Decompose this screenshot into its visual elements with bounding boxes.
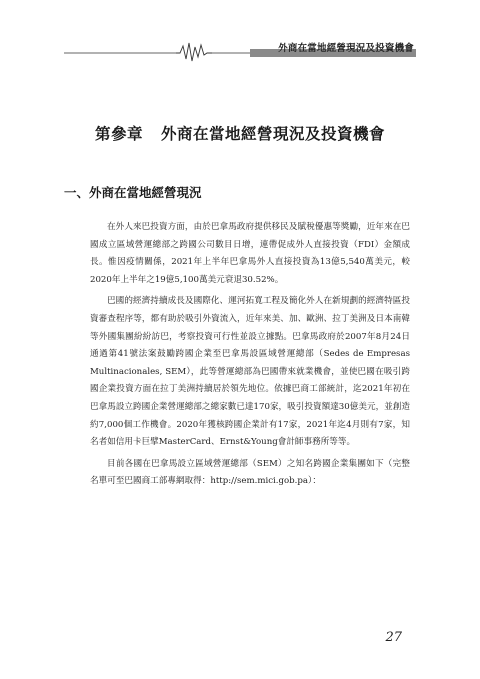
paragraph: 目前各國在巴拿馬設立區域營運總部（SEM）之知名跨國企業集團如下（完整名單可至巴國商工部專網取得：http://sem.mici.gob.pa）： [90,458,410,487]
chapter-title: 外商在當地經營現況及投資機會 [161,124,386,143]
page-number: 27 [385,630,402,645]
body-text [90,219,410,495]
section-heading: 一、外商在當地經營現況 [64,185,202,200]
chapter-heading [0,122,480,144]
running-header [0,34,480,64]
running-header-title: 外商在當地經營現況及投資機會 [278,43,414,54]
paragraph: 巴國的經濟持續成長及國際化、運河拓寬工程及簡化外人在新規劃的經濟特區投資審查程序等，都有助於吸引外資流入，近年來美、加、歐洲、拉丁美洲及日本南韓等外國集團紛紛訪巴，考察投資可行性並設立據點。巴拿馬政府於2007年8月24日通過第41號法案鼓勵跨國企業至巴拿馬設區域營運總部（Sedes de Empresas Multinacionales, SEM），此等營運總部為巴國帶來就業機會，並使巴國在吸引跨國企業投資方面在拉丁美洲持續居於領先地位。依據巴商工部統計，迄2021年初在巴拿馬設立跨國企業營運總部之總家數已達170家，吸引投資額達30億美元，並創造約7,000個工作機會。2020年獲核跨國企業計有17家，2021年迄4月則有7家，知名者如信用卡巨擘MasterCard、Ernst&Young會計師事務所等等。 [90,296,410,448]
chapter-number: 第參章 [94,124,143,143]
paragraph: 在外人來巴投資方面，由於巴拿馬政府提供移民及賦稅優惠等獎勵，近年來在巴國成立區域營運總部之跨國公司數目日增，連帶促成外人直接投資（FDI）金額成長。惟因疫情關係，2021年上半年巴拿馬外人直接投資為13億5,540萬美元，較2020年上半年之19億5,100萬美元衰退30.52%。 [90,222,410,285]
